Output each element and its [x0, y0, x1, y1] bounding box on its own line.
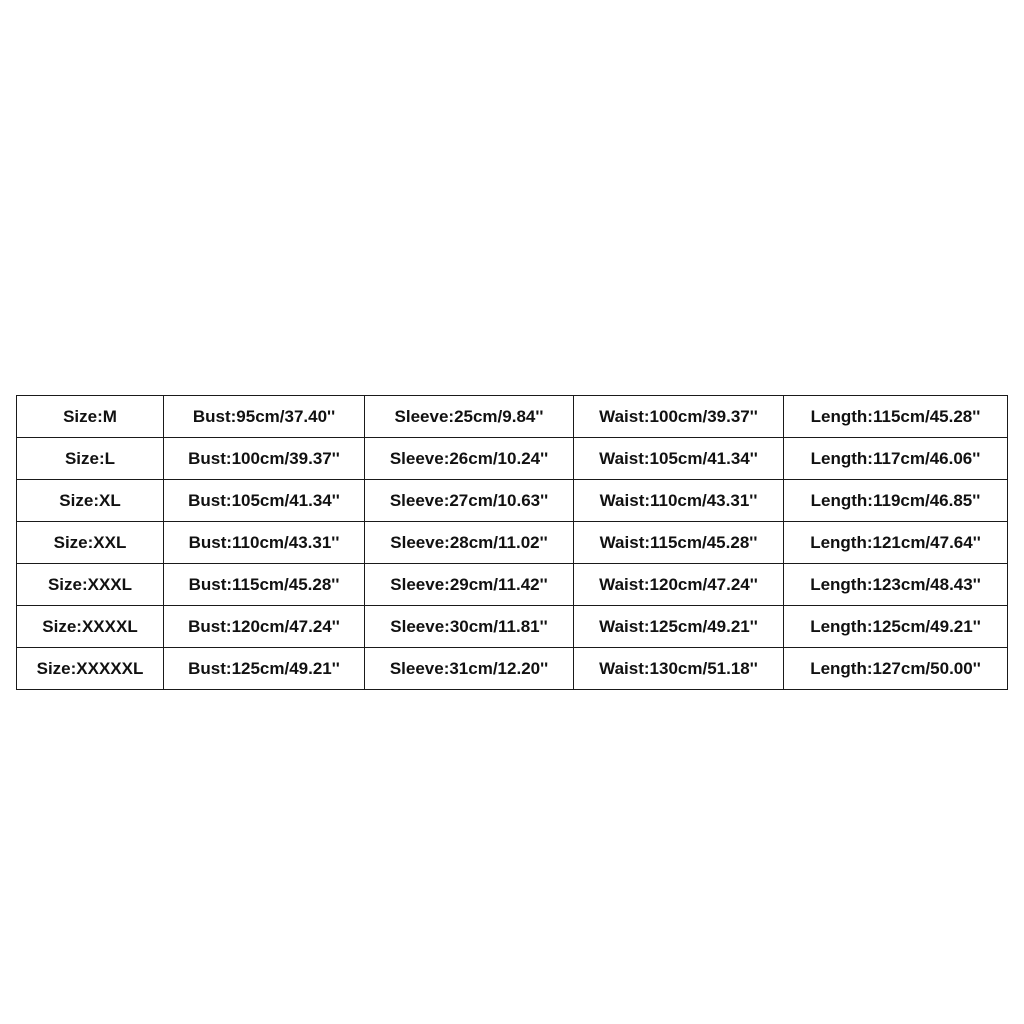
size-cell: Size:XXXXL	[17, 606, 164, 648]
size-cell: Size:L	[17, 438, 164, 480]
table-row	[17, 522, 1008, 564]
sleeve-cell: Sleeve:26cm/10.24''	[365, 438, 574, 480]
bust-cell: Bust:125cm/49.21''	[164, 648, 365, 690]
size-cell: Size:XXL	[17, 522, 164, 564]
size-cell: Size:XXXXXL	[17, 648, 164, 690]
waist-cell: Waist:115cm/45.28''	[574, 522, 784, 564]
length-cell: Length:123cm/48.43''	[784, 564, 1008, 606]
table-row	[17, 480, 1008, 522]
size-cell: Size:M	[17, 396, 164, 438]
table-row	[17, 648, 1008, 690]
bust-cell: Bust:120cm/47.24''	[164, 606, 365, 648]
table-row	[17, 396, 1008, 438]
sleeve-cell: Sleeve:28cm/11.02''	[365, 522, 574, 564]
size-chart-body	[17, 396, 1008, 690]
table-row	[17, 438, 1008, 480]
length-cell: Length:125cm/49.21''	[784, 606, 1008, 648]
size-chart-table	[16, 395, 1008, 690]
length-cell: Length:117cm/46.06''	[784, 438, 1008, 480]
length-cell: Length:115cm/45.28''	[784, 396, 1008, 438]
size-cell: Size:XXXL	[17, 564, 164, 606]
sleeve-cell: Sleeve:30cm/11.81''	[365, 606, 574, 648]
waist-cell: Waist:125cm/49.21''	[574, 606, 784, 648]
waist-cell: Waist:110cm/43.31''	[574, 480, 784, 522]
waist-cell: Waist:100cm/39.37''	[574, 396, 784, 438]
waist-cell: Waist:120cm/47.24''	[574, 564, 784, 606]
table-row	[17, 564, 1008, 606]
size-cell: Size:XL	[17, 480, 164, 522]
table-row	[17, 606, 1008, 648]
waist-cell: Waist:130cm/51.18''	[574, 648, 784, 690]
length-cell: Length:121cm/47.64''	[784, 522, 1008, 564]
sleeve-cell: Sleeve:31cm/12.20''	[365, 648, 574, 690]
sleeve-cell: Sleeve:25cm/9.84''	[365, 396, 574, 438]
waist-cell: Waist:105cm/41.34''	[574, 438, 784, 480]
length-cell: Length:119cm/46.85''	[784, 480, 1008, 522]
sleeve-cell: Sleeve:29cm/11.42''	[365, 564, 574, 606]
bust-cell: Bust:95cm/37.40''	[164, 396, 365, 438]
length-cell: Length:127cm/50.00''	[784, 648, 1008, 690]
bust-cell: Bust:110cm/43.31''	[164, 522, 365, 564]
bust-cell: Bust:115cm/45.28''	[164, 564, 365, 606]
bust-cell: Bust:105cm/41.34''	[164, 480, 365, 522]
bust-cell: Bust:100cm/39.37''	[164, 438, 365, 480]
sleeve-cell: Sleeve:27cm/10.63''	[365, 480, 574, 522]
